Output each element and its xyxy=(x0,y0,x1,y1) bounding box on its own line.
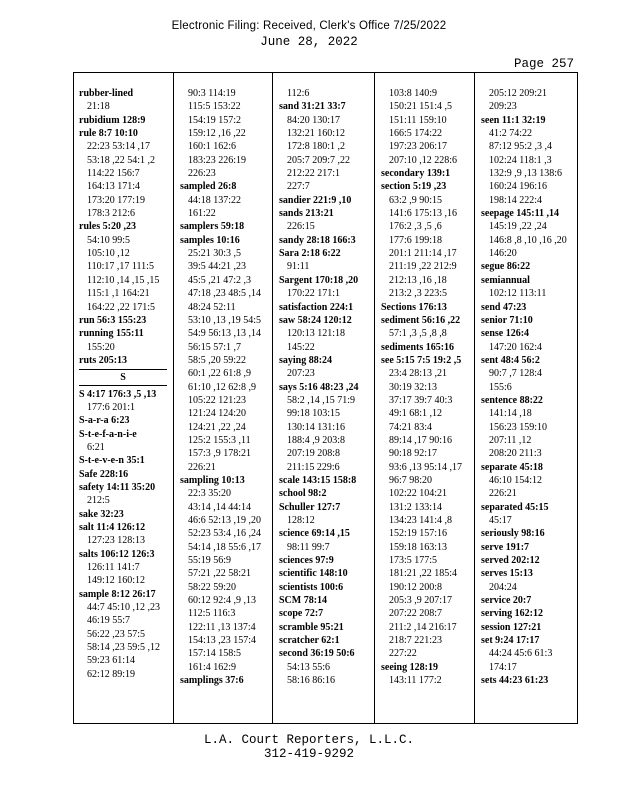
index-reference: 211:2 ,14 216:17 xyxy=(389,621,457,633)
index-term: S 4:17 176:3 ,5 ,13 xyxy=(79,388,157,400)
index-reference: 89:14 ,17 90:16 xyxy=(389,434,453,446)
index-reference: 58:5 ,20 59:22 xyxy=(188,354,247,366)
reporter-name: L.A. Court Reporters, L.L.C. xyxy=(203,733,415,747)
index-reference: 54:9 56:13 ,13 ,14 xyxy=(188,328,262,340)
index-reference: 62:12 89:19 xyxy=(87,668,136,680)
document-date: June 28, 2022 xyxy=(260,35,358,49)
index-reference: 161:22 xyxy=(188,208,216,220)
index-term: scale 143:15 158:8 xyxy=(279,474,357,486)
index-reference: 115:5 153:22 xyxy=(188,101,241,113)
index-term: rules 5:20 ,23 xyxy=(79,221,136,233)
index-reference: 188:4 ,9 203:8 xyxy=(287,434,346,446)
index-reference: 91:11 xyxy=(287,261,310,273)
index-term: salt 11:4 126:12 xyxy=(79,522,146,533)
index-term: served 202:12 xyxy=(481,555,540,567)
index-reference: 166:5 174:22 xyxy=(389,128,443,140)
index-reference: 44:24 45:6 61:3 xyxy=(489,648,553,660)
index-reference: 57:1 ,3 ,5 ,8 ,8 xyxy=(389,328,447,340)
index-reference: 172:8 180:1 ,2 xyxy=(287,141,346,153)
index-reference: 110:17 ,17 111:5 xyxy=(87,261,154,273)
index-term: sand 31:21 33:7 xyxy=(279,101,346,113)
index-reference: 103:8 140:9 xyxy=(389,88,438,99)
index-reference: 53:18 ,22 54:1 ,2 xyxy=(87,154,156,166)
index-reference: 154:13 ,23 157:4 xyxy=(188,635,257,647)
index-reference: 226:23 xyxy=(188,168,216,180)
index-term: SCM 78:14 xyxy=(279,595,328,607)
index-reference: 125:2 155:3 ,11 xyxy=(188,434,251,446)
index-reference: 56:22 ,23 57:5 xyxy=(87,628,146,640)
index-reference: 25:21 30:3 ,5 xyxy=(188,248,242,260)
index-reference: 93:6 ,13 95:14 ,17 xyxy=(389,461,463,473)
index-reference: 176:2 ,3 ,5 ,6 xyxy=(389,221,442,233)
index-term: run 56:3 155:23 xyxy=(79,314,147,326)
index-reference: 173:5 177:5 xyxy=(389,555,438,567)
index-reference: 178:3 212:6 xyxy=(87,208,136,220)
index-reference: 126:11 141:7 xyxy=(87,562,140,574)
index-term: send 47:23 xyxy=(481,301,527,313)
index-reference: 96:7 98:20 xyxy=(389,474,433,486)
index-term: seriously 98:16 xyxy=(481,528,545,540)
index-term: secondary 139:1 xyxy=(381,168,451,180)
index-reference: 105:22 121:23 xyxy=(188,394,247,406)
index-reference: 52:23 53:4 ,16 ,24 xyxy=(188,528,262,540)
index-reference: 207:22 208:7 xyxy=(389,608,443,620)
column-divider xyxy=(374,73,375,723)
index-table xyxy=(73,72,578,724)
index-reference: 208:20 211:3 xyxy=(489,448,542,460)
index-reference: 58:16 86:16 xyxy=(287,675,336,687)
index-reference: 21:18 xyxy=(87,101,110,113)
index-term: sampled 26:8 xyxy=(180,181,237,193)
index-reference: 59:23 61:14 xyxy=(87,655,136,667)
index-term: senior 71:10 xyxy=(481,314,533,326)
index-reference: 207:11 ,12 xyxy=(489,434,532,446)
index-term: ruts 205:13 xyxy=(79,354,128,366)
index-column-2 xyxy=(180,87,261,687)
index-reference: 23:4 28:13 ,21 xyxy=(389,368,448,380)
index-reference: 226:21 xyxy=(489,488,517,500)
index-term: salts 106:12 126:3 xyxy=(79,548,155,560)
index-term: sediment 56:16 ,22 xyxy=(381,314,461,326)
index-reference: 122:11 ,13 137:4 xyxy=(188,621,256,633)
index-term: saw 58:24 120:12 xyxy=(279,314,352,326)
index-reference: 41:2 74:22 xyxy=(489,128,533,140)
index-term: sentence 88:22 xyxy=(481,394,543,406)
index-reference: 128:12 xyxy=(287,515,315,526)
index-term: scope 72:7 xyxy=(279,608,324,620)
index-term: saying 88:24 xyxy=(279,354,333,366)
index-reference: 54:14 ,18 55:6 ,17 xyxy=(188,541,262,553)
index-reference: 55:19 56:9 xyxy=(188,555,232,567)
index-reference: 213:2 ,3 223:5 xyxy=(389,288,448,300)
index-reference: 54:10 99:5 xyxy=(87,234,131,246)
index-reference: 154:19 157:2 xyxy=(188,114,242,126)
index-reference: 56:15 57:1 ,7 xyxy=(188,341,242,353)
column-divider xyxy=(474,73,475,723)
index-reference: 45:5 ,21 47:2 ,3 xyxy=(188,274,252,286)
index-term: rule 8:7 10:10 xyxy=(79,128,138,140)
index-reference: 102:24 118:1 ,3 xyxy=(489,154,552,166)
index-reference: 63:2 ,9 90:15 xyxy=(389,194,443,206)
index-term: sample 8:12 26:17 xyxy=(79,588,156,600)
index-term: scramble 95:21 xyxy=(279,621,344,633)
filing-stamp: Electronic Filing: Received, Clerk's Office 7/25/2022 xyxy=(171,20,447,32)
index-reference: 207:19 208:8 xyxy=(287,448,341,460)
index-term: S-a-r-a 6:23 xyxy=(79,415,130,427)
index-reference: 6:21 xyxy=(87,441,105,453)
index-reference: 205:7 209:7 ,22 xyxy=(287,154,351,166)
index-reference: 157:3 ,9 178:21 xyxy=(188,448,252,460)
index-reference: 177:6 199:18 xyxy=(389,234,443,246)
index-term: session 127:21 xyxy=(481,621,542,633)
index-term: scientists 100:6 xyxy=(279,581,344,593)
index-reference: 105:10 ,12 xyxy=(87,248,130,260)
index-term: Sargent 170:18 ,20 xyxy=(279,274,359,286)
index-reference: 204:24 xyxy=(489,581,517,593)
index-reference: 159:12 ,16 ,22 xyxy=(188,128,246,140)
index-reference: 147:20 162:4 xyxy=(489,341,543,353)
index-reference: 197:23 206:17 xyxy=(389,141,448,153)
index-reference: 183:23 226:19 xyxy=(188,154,247,166)
index-term: segue 86:22 xyxy=(481,261,531,273)
index-term: sandy 28:18 166:3 xyxy=(279,234,356,246)
index-term: separated 45:15 xyxy=(481,501,549,513)
index-reference: 45:17 xyxy=(489,515,512,526)
index-reference: 46:19 55:7 xyxy=(87,615,131,627)
index-term: rubidium 128:9 xyxy=(79,114,146,126)
index-reference: 164:22 ,22 171:5 xyxy=(87,301,156,313)
index-reference: 226:15 xyxy=(287,221,315,233)
index-term: Schuller 127:7 xyxy=(279,501,341,513)
index-reference: 227:22 xyxy=(389,648,417,660)
index-column-5 xyxy=(481,87,567,687)
index-term: semiannual xyxy=(481,274,530,286)
index-term: says 5:16 48:23 ,24 xyxy=(279,381,359,393)
index-reference: 84:20 130:17 xyxy=(287,114,341,126)
index-reference: 143:11 177:2 xyxy=(389,675,442,687)
index-term: Safe 228:16 xyxy=(79,468,129,480)
index-reference: 227:7 xyxy=(287,181,310,193)
index-term: school 98:2 xyxy=(279,488,327,500)
index-reference: 37:17 39:7 40:3 xyxy=(389,394,453,406)
index-reference: 132:9 ,9 ,13 138:6 xyxy=(489,168,563,180)
index-reference: 58:2 ,14 ,15 71:9 xyxy=(287,394,356,406)
index-reference: 114:22 156:7 xyxy=(87,168,140,180)
index-reference: 212:5 xyxy=(87,495,110,507)
index-reference: 156:23 159:10 xyxy=(489,421,548,433)
index-reference: 181:21 ,22 185:4 xyxy=(389,568,458,580)
index-reference: 141:6 175:13 ,16 xyxy=(389,208,458,220)
index-reference: 146:8 ,8 ,10 ,16 ,20 xyxy=(489,234,567,246)
index-reference: 205:12 209:21 xyxy=(489,88,548,99)
index-term: samplers 59:18 xyxy=(180,221,245,233)
index-reference: 205:3 ,9 207:17 xyxy=(389,595,453,607)
index-reference: 145:22 xyxy=(287,341,315,353)
index-term: S-t-e-v-e-n 35:1 xyxy=(79,455,145,467)
index-term: set 9:24 17:17 xyxy=(481,635,540,647)
section-rule xyxy=(79,369,167,370)
index-reference: 155:6 xyxy=(489,381,512,393)
index-term: samplings 37:6 xyxy=(180,675,244,687)
index-term: separate 45:18 xyxy=(481,461,543,473)
index-reference: 112:5 116:3 xyxy=(188,608,236,620)
index-reference: 43:14 ,14 44:14 xyxy=(188,501,252,513)
index-column-1 xyxy=(79,87,167,681)
index-reference: 58:22 59:20 xyxy=(188,581,237,593)
index-term: safety 14:11 35:20 xyxy=(79,481,156,493)
index-reference: 207:10 ,12 228:6 xyxy=(389,154,458,166)
index-term: serve 191:7 xyxy=(481,541,530,553)
index-reference: 124:21 ,22 ,24 xyxy=(188,421,246,433)
index-reference: 60:1 ,22 61:8 ,9 xyxy=(188,368,252,380)
index-term: sets 44:23 61:23 xyxy=(481,675,549,687)
index-term: S-t-e-f-a-n-i-e xyxy=(79,428,137,440)
index-reference: 150:21 151:4 ,5 xyxy=(389,101,453,113)
index-reference: 211:19 ,22 212:9 xyxy=(389,261,457,273)
index-reference: 30:19 32:13 xyxy=(389,381,438,393)
index-reference: 112:6 xyxy=(287,88,310,99)
index-reference: 160:1 162:6 xyxy=(188,141,237,153)
section-letter: S xyxy=(120,372,126,384)
index-term: scientific 148:10 xyxy=(279,568,348,580)
index-reference: 209:23 xyxy=(489,101,517,113)
index-reference: 212:13 ,16 ,18 xyxy=(389,274,447,286)
index-reference: 102:12 113:11 xyxy=(489,288,547,300)
index-term: running 155:11 xyxy=(79,328,144,340)
index-reference: 60:12 92:4 ,9 ,13 xyxy=(188,595,257,607)
index-reference: 90:18 92:17 xyxy=(389,448,438,460)
index-term: sampling 10:13 xyxy=(180,474,245,486)
index-term: sake 32:23 xyxy=(79,508,124,520)
index-reference: 87:12 95:2 ,3 ,4 xyxy=(489,141,553,153)
column-divider xyxy=(272,73,273,723)
index-reference: 57:21 ,22 58:21 xyxy=(188,568,252,580)
index-reference: 190:12 200:8 xyxy=(389,581,443,593)
index-term: samples 10:16 xyxy=(180,234,240,246)
index-reference: 44:18 137:22 xyxy=(188,194,242,206)
index-reference: 174:17 xyxy=(489,661,517,673)
index-reference: 212:22 217:1 xyxy=(287,168,341,180)
index-reference: 112:10 ,14 ,15 ,15 xyxy=(87,274,160,286)
index-reference: 201:1 211:14 ,17 xyxy=(389,248,457,260)
index-term: see 5:15 7:5 19:2 ,5 xyxy=(381,354,462,366)
index-reference: 99:18 103:15 xyxy=(287,408,341,420)
reporter-phone: 312-419-9292 xyxy=(263,747,354,761)
index-reference: 160:24 196:16 xyxy=(489,181,548,193)
index-reference: 22:23 53:14 ,17 xyxy=(87,141,151,153)
index-reference: 152:19 157:16 xyxy=(389,528,448,540)
index-term: sciences 97:9 xyxy=(279,555,334,567)
index-term: sands 213:21 xyxy=(279,208,334,220)
index-term: Sara 2:18 6:22 xyxy=(279,248,341,260)
index-reference: 22:3 35:20 xyxy=(188,488,232,500)
index-reference: 155:20 xyxy=(87,341,115,353)
index-term: sandier 221:9 ,10 xyxy=(279,194,352,206)
index-reference: 46:10 154:12 xyxy=(489,474,543,486)
index-reference: 173:20 177:19 xyxy=(87,194,146,206)
index-reference: 74:21 83:4 xyxy=(389,421,433,433)
index-reference: 131:2 133:14 xyxy=(389,501,443,513)
index-reference: 157:14 158:5 xyxy=(188,648,242,660)
index-term: seepage 145:11 ,14 xyxy=(481,208,560,220)
page-number: Page 257 xyxy=(513,57,574,71)
index-term: satisfaction 224:1 xyxy=(279,301,354,313)
index-term: serving 162:12 xyxy=(481,608,543,620)
index-term: science 69:14 ,15 xyxy=(279,528,350,540)
index-term: seen 11:1 32:19 xyxy=(481,114,546,126)
index-term: service 20:7 xyxy=(481,595,532,607)
index-reference: 90:7 ,7 128:4 xyxy=(489,368,543,380)
index-reference: 98:11 99:7 xyxy=(287,541,330,553)
index-reference: 130:14 131:16 xyxy=(287,421,346,433)
index-reference: 207:23 xyxy=(287,368,315,380)
index-reference: 159:18 163:13 xyxy=(389,541,448,553)
index-reference: 134:23 141:4 ,8 xyxy=(389,515,453,526)
index-reference: 121:24 124:20 xyxy=(188,408,247,420)
index-column-4 xyxy=(381,87,462,687)
index-column-3 xyxy=(279,87,358,687)
index-term: sense 126:4 xyxy=(481,328,530,340)
index-reference: 120:13 121:18 xyxy=(287,328,346,340)
section-rule xyxy=(79,385,167,386)
index-reference: 218:7 221:23 xyxy=(389,635,443,647)
index-reference: 46:6 52:13 ,19 ,20 xyxy=(188,515,262,526)
index-reference: 211:15 229:6 xyxy=(287,461,340,473)
index-reference: 90:3 114:19 xyxy=(188,88,236,99)
index-reference: 149:12 160:12 xyxy=(87,575,146,587)
index-reference: 47:18 ,23 48:5 ,14 xyxy=(188,288,262,300)
index-term: scratcher 62:1 xyxy=(279,635,340,647)
index-reference: 161:4 162:9 xyxy=(188,661,237,673)
index-reference: 53:10 ,13 ,19 54:5 xyxy=(188,314,262,326)
index-reference: 226:21 xyxy=(188,461,216,473)
index-reference: 115:1 ,1 164:21 xyxy=(87,288,150,300)
index-term: second 36:19 50:6 xyxy=(279,648,355,660)
index-reference: 145:19 ,22 ,24 xyxy=(489,221,547,233)
index-reference: 151:11 159:10 xyxy=(389,114,447,126)
index-term: rubber-lined xyxy=(79,88,134,99)
index-term: section 5:19 ,23 xyxy=(381,181,447,193)
index-reference: 39:5 44:21 ,23 xyxy=(188,261,247,273)
column-divider xyxy=(173,73,174,723)
index-reference: 48:24 52:11 xyxy=(188,301,236,313)
index-reference: 58:14 ,23 59:5 ,12 xyxy=(87,642,161,654)
index-reference: 127:23 128:13 xyxy=(87,535,146,547)
index-reference: 146:20 xyxy=(489,248,517,260)
index-reference: 49:1 68:1 ,12 xyxy=(389,408,443,420)
index-term: sediments 165:16 xyxy=(381,341,455,353)
index-term: Sections 176:13 xyxy=(381,301,447,313)
index-reference: 141:14 ,18 xyxy=(489,408,532,420)
index-reference: 54:13 55:6 xyxy=(287,661,331,673)
index-reference: 132:21 160:12 xyxy=(287,128,346,140)
index-reference: 44:7 45:10 ,12 ,23 xyxy=(87,602,161,614)
index-reference: 102:22 104:21 xyxy=(389,488,448,500)
index-reference: 164:13 171:4 xyxy=(87,181,141,193)
index-term: seeing 128:19 xyxy=(381,661,438,673)
index-term: serves 15:13 xyxy=(481,568,533,580)
index-reference: 61:10 ,12 62:8 ,9 xyxy=(188,381,257,393)
index-reference: 170:22 171:1 xyxy=(287,288,341,300)
index-term: sent 48:4 56:2 xyxy=(481,354,540,366)
index-reference: 198:14 222:4 xyxy=(489,194,543,206)
index-reference: 177:6 201:1 xyxy=(87,401,136,413)
